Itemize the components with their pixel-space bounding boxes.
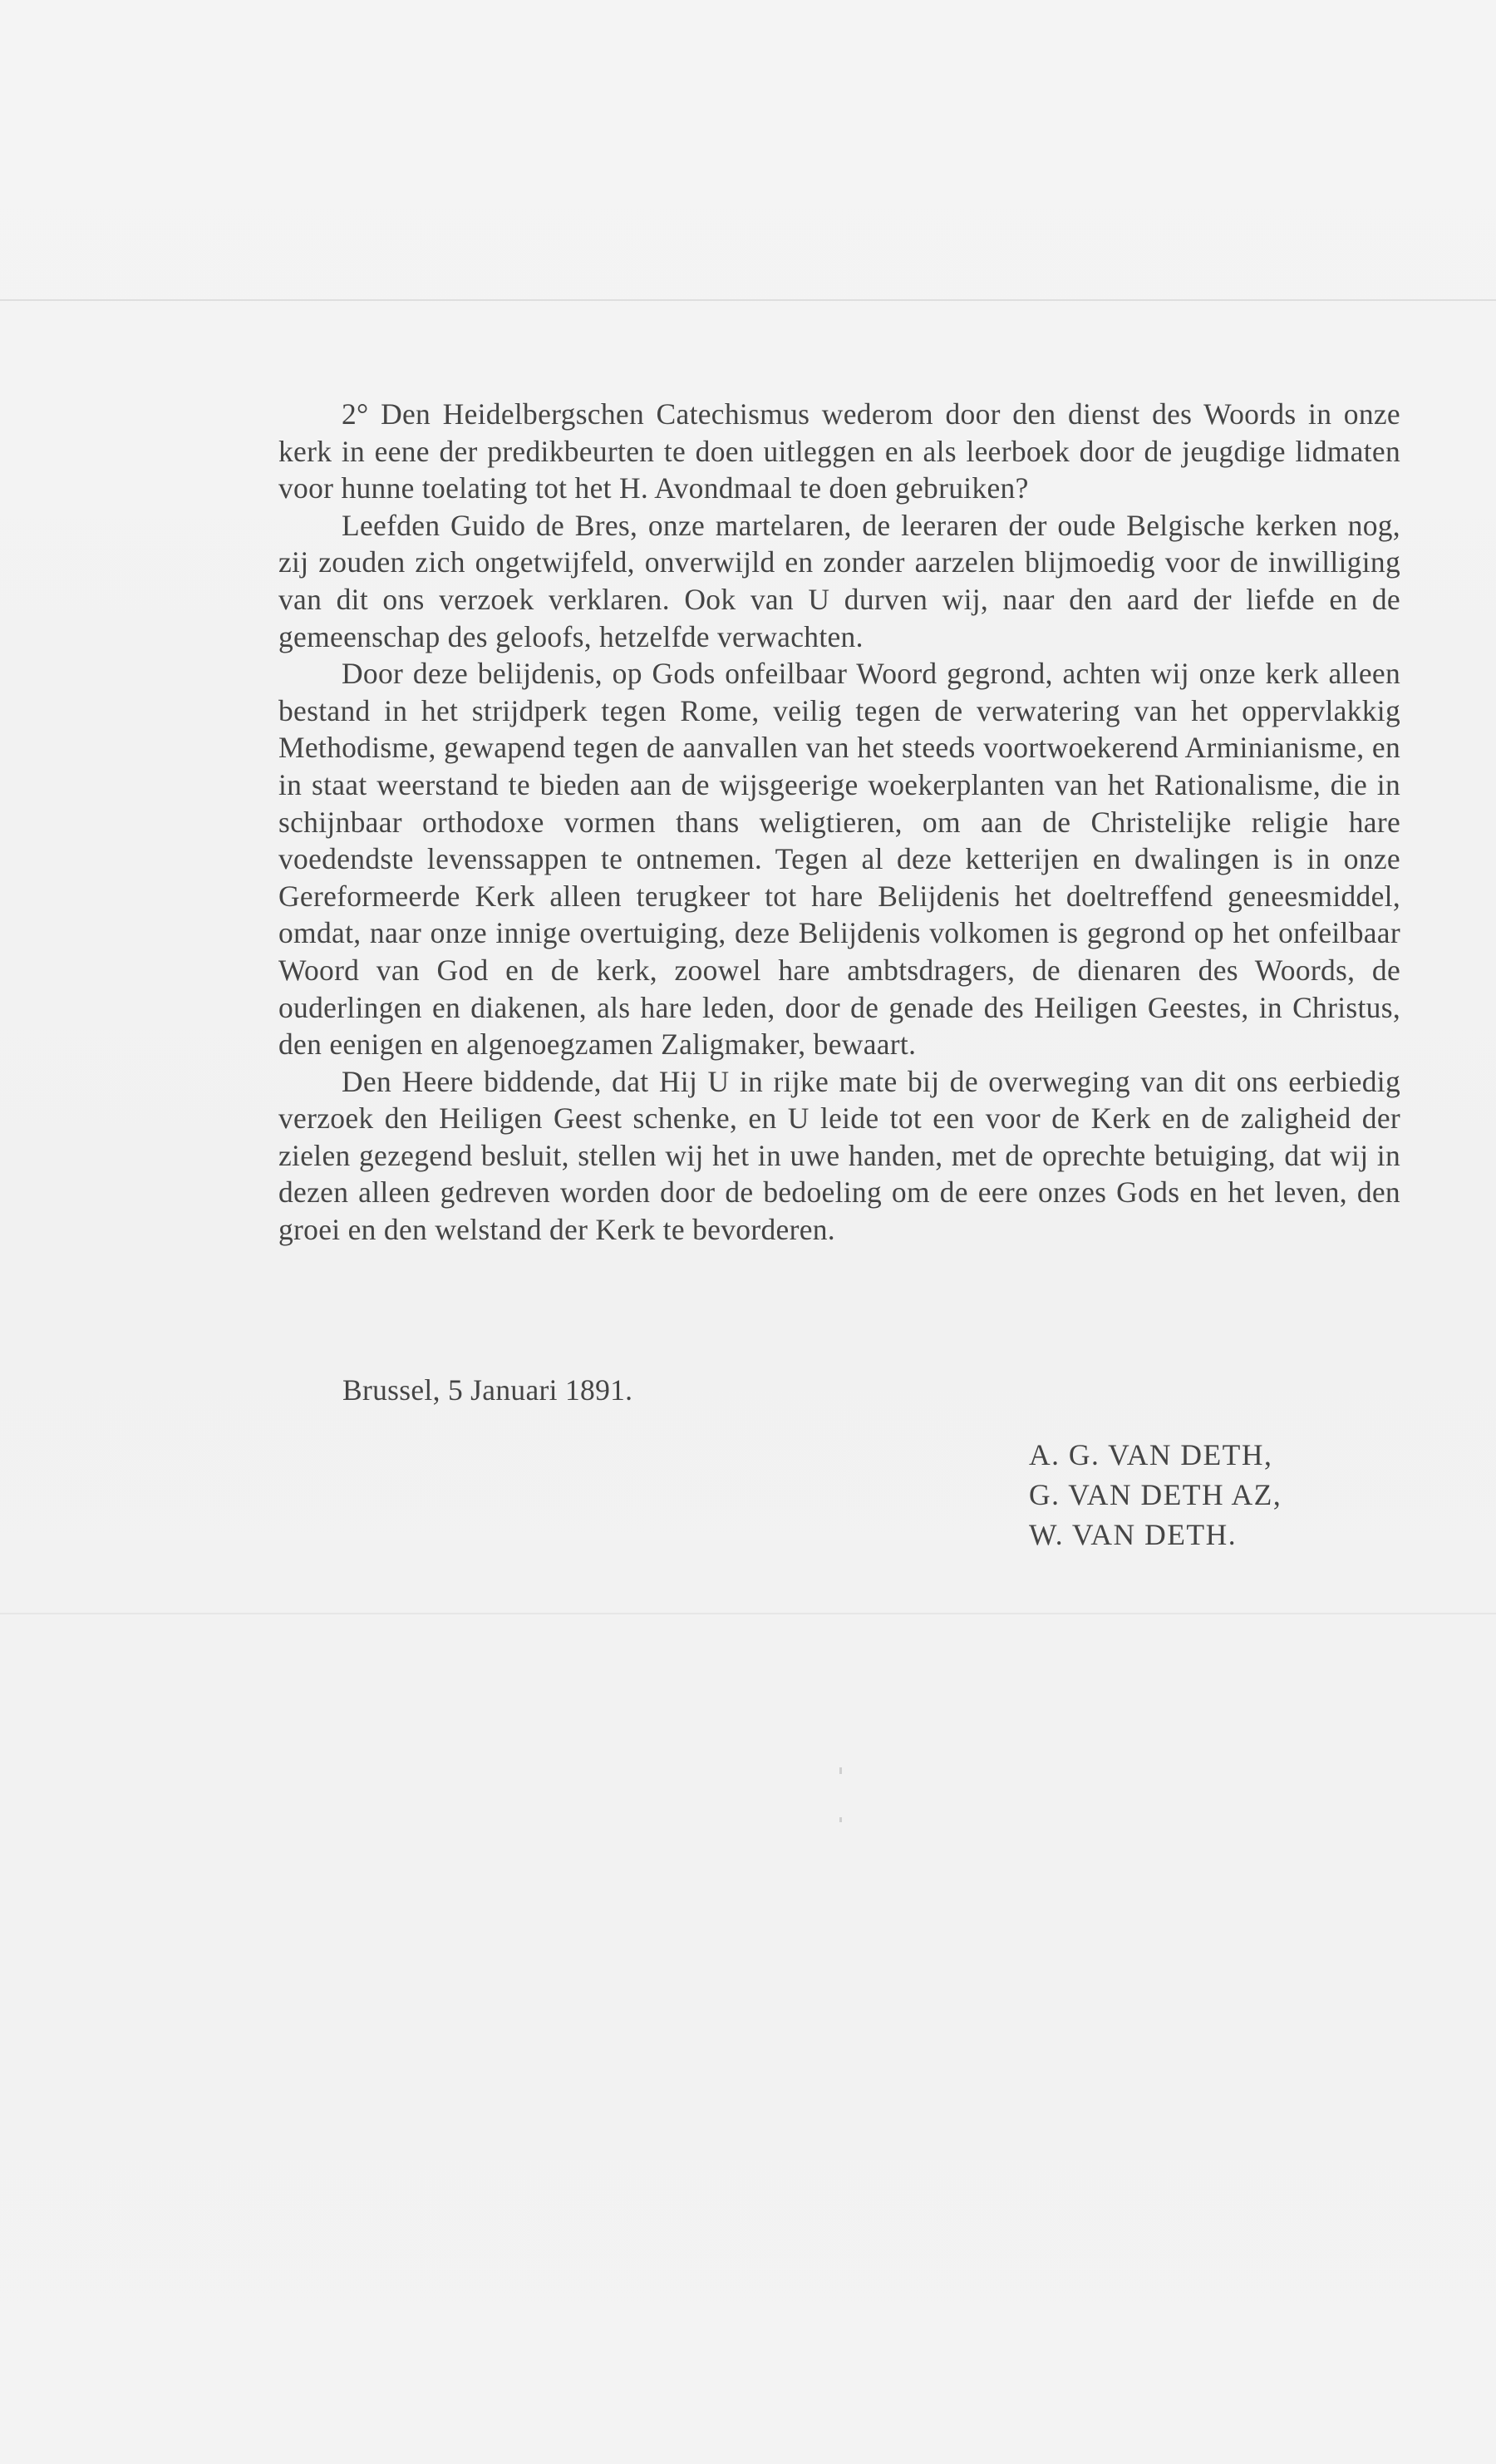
letter-body xyxy=(278,396,1400,1249)
signature-block xyxy=(1029,1435,1282,1555)
page-fold-line xyxy=(0,299,1496,301)
page-fold-line xyxy=(0,1613,1496,1614)
paper-speck xyxy=(839,1767,842,1774)
paragraph: 2° Den Heidelbergschen Catechismus wederom door den dienst des Woords in onze kerk in eene der predikbeurten te doen uitleggen en als leerboek door de jeugdige lidmaten voor hunne toelating tot het H. Avondmaal te doen gebruiken? xyxy=(278,397,1400,505)
paragraph: Leefden Guido de Bres, onze martelaren, de leeraren der oude Belgische kerken nog, zij zouden zich ongetwijfeld, onverwijld en zonder aarzelen blijmoedig voor de inwilliging van dit ons verzoek verklaren. Ook van U durven wij, naar den aard der liefde en de gemeenschap des geloofs, hetzelfde verwachten. xyxy=(278,508,1400,653)
paragraph: Door deze belijdenis, op Gods onfeilbaar Woord gegrond, achten wij onze kerk alleen bestand in het strijdperk tegen Rome, veilig tegen de verwatering van het oppervlakkig Methodisme, gewapend tegen de aanvallen van het steeds voortwoekerend Arminianisme, en in staat weerstand te bieden aan de wijsgeerige woekerplanten van het Rationalisme, die in schijnbaar orthodoxe vormen thans weligtieren, om aan de Christelijke religie hare voedendste levenssappen te ontnemen. Tegen al deze ketterijen en dwalingen is in onze Gereformeerde Kerk alleen terugkeer tot hare Belijdenis het doeltreffend geneesmiddel, omdat, naar onze innige overtuiging, deze Belijdenis volkomen is gegrond op het onfeilbaar Woord van God en de kerk, zoowel hare ambtsdragers, de dienaren des Woords, de ouderlingen en diakenen, als hare leden, door de genade des Heiligen Geestes, in Christus, den eenigen en algenoegzamen Zaligmaker, bewaart. xyxy=(278,657,1400,1062)
paragraph: Den Heere biddende, dat Hij U in rijke mate bij de overweging van dit ons eerbiedig verzoek den Heiligen Geest schenke, en U leide tot een voor de Kerk en de zaligheid der zielen gezegend besluit, stellen wij het in uwe handen, met de oprechte betuiging, dat wij in dezen alleen gedreven worden door de bedoeling om de eere onzes Gods en het leven, den groei en den welstand der Kerk te bevorderen. xyxy=(278,1064,1400,1247)
dateline: Brussel, 5 Januari 1891. xyxy=(342,1373,633,1407)
paper-speck xyxy=(839,1817,842,1822)
signatory: G. VAN DETH AZ, xyxy=(1029,1478,1282,1511)
signatory: A. G. VAN DETH, xyxy=(1029,1438,1273,1471)
signatory: W. VAN DETH. xyxy=(1029,1518,1238,1551)
